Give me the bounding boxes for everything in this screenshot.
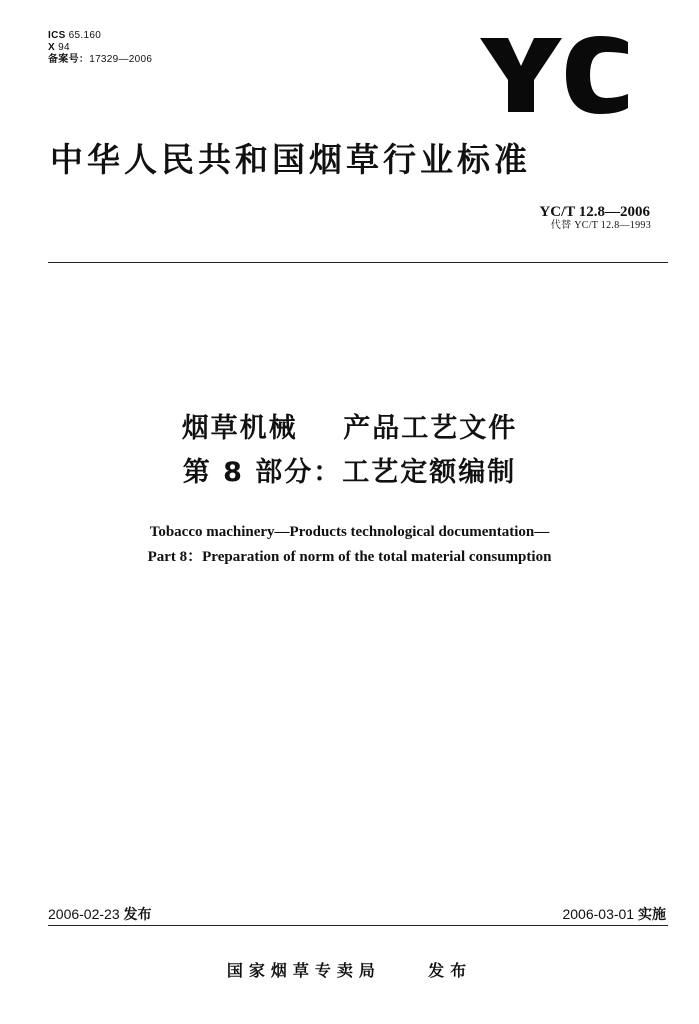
- title-cn-line2: 第 8 部分：工艺定额编制: [182, 457, 517, 488]
- issue-date: [48, 905, 152, 924]
- organization-title: 中华人民共和国烟草行业标准: [50, 140, 531, 179]
- implement-date: [562, 905, 666, 924]
- issuer-line: [0, 961, 699, 981]
- implement-date-value: 2006-03-01: [562, 906, 635, 922]
- class-label: X: [48, 42, 55, 53]
- ics-code: [48, 30, 101, 42]
- issue-date-label: 发布: [123, 907, 152, 923]
- title-cn-line1: 烟草机械 产品工艺文件: [181, 413, 518, 444]
- title-en-line2: Part 8：Preparation of norm of the total material consumption: [147, 549, 552, 565]
- standard-replaces: 代替 YC/T 12.8—1993: [550, 220, 651, 231]
- class-value: 94: [58, 42, 70, 53]
- standard-number: YC/T 12.8—2006: [539, 204, 650, 220]
- classification-code: [48, 42, 70, 54]
- header-divider: [48, 262, 668, 263]
- yc-logo: [478, 36, 630, 114]
- record-value: 17329—2006: [89, 54, 153, 65]
- issuer-name: 国家烟草专卖局: [226, 961, 381, 980]
- ics-value: 65.160: [68, 30, 102, 41]
- footer-divider: [48, 925, 668, 926]
- yc-logo-graphic: [478, 36, 630, 114]
- record-label: 备案号：: [48, 54, 90, 65]
- record-number: [48, 54, 152, 66]
- title-en-line1: Tobacco machinery—Products technological documentation—: [149, 524, 550, 540]
- ics-label: ICS: [48, 30, 66, 41]
- issue-date-value: 2006-02-23: [48, 906, 120, 922]
- issuer-action: 发布: [428, 961, 473, 980]
- implement-date-label: 实施: [638, 907, 666, 923]
